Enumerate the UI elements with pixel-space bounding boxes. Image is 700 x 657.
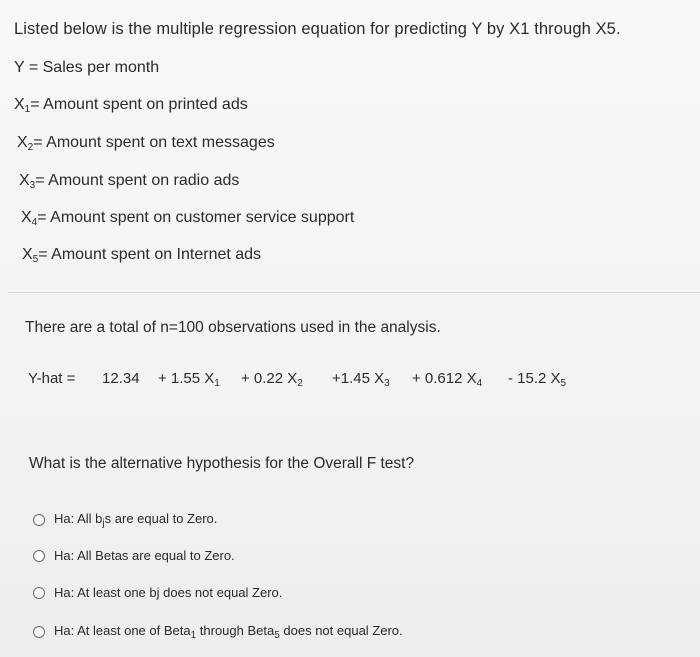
option-3[interactable] [33,585,282,600]
option-text-end: s are equal to Zero. [104,511,218,526]
definition-equals: = [33,134,47,151]
term-subscript: 1 [214,378,220,389]
option-1[interactable] [33,511,217,529]
equation-term-5 [508,370,566,389]
option-text-mid: through Beta [196,623,275,638]
definition-subscript: 4 [31,217,38,228]
term-subscript: 4 [476,378,483,389]
option-subscript-2: 5 [274,630,280,641]
definition-equals: = [24,59,43,76]
definition-var: X [21,209,32,226]
definition-x2 [17,134,275,153]
option-label [54,623,403,641]
definition-x3 [19,172,239,191]
definition-desc: Amount spent on text messages [46,134,275,151]
option-label [54,511,217,529]
term-subscript: 3 [384,378,390,389]
definition-subscript: 5 [32,254,39,265]
definition-desc: Amount spent on radio ads [48,172,240,189]
option-text: Ha: All b [54,511,103,526]
equation-term-3 [332,370,390,389]
equation-intercept: 12.34 [102,370,140,387]
definition-var: X [14,96,25,113]
term-coef: +1.45 X [332,370,385,387]
equation-label: Y-hat = [28,370,76,387]
definition-subscript: 3 [29,180,36,191]
intro-text: Listed below is the multiple regression equation for predicting Y by X1 through X5. [14,20,621,38]
option-4[interactable] [33,623,403,641]
definition-var: X [19,172,30,189]
definition-equals: = [38,246,52,263]
option-2[interactable] [33,548,235,563]
question-text: What is the alternative hypothesis for the Overall F test? [29,455,415,472]
option-subscript: 1 [190,630,197,641]
equation-term-4 [412,370,482,389]
definition-var: X [17,134,28,151]
option-label: Ha: At least one bj does not equal Zero. [54,585,283,600]
radio-button[interactable] [33,587,45,599]
definition-x4 [21,209,354,228]
equation-term-2 [241,370,303,389]
definition-equals: = [30,96,44,113]
option-label: Ha: All Betas are equal to Zero. [54,548,235,563]
option-subscript: j [102,518,105,529]
term-subscript: 2 [297,378,303,389]
definition-subscript: 1 [24,104,31,115]
term-coef: + 0.612 X [412,370,477,387]
definition-x5 [22,246,261,265]
observations-text: There are a total of n=100 observations used in the analysis. [25,319,441,336]
definition-desc: Amount spent on printed ads [43,96,248,113]
option-text-end: does not equal Zero. [279,623,403,638]
definition-desc: Sales per month [42,59,160,76]
section-divider [8,292,700,293]
definition-var: Y [14,59,25,76]
definition-equals: = [35,172,49,189]
radio-button[interactable] [33,514,45,526]
definition-desc: Amount spent on customer service support [50,209,355,226]
term-subscript: 5 [560,378,567,389]
equation-term-1 [158,370,220,389]
definition-x1 [14,96,248,115]
definition-y [14,59,159,77]
option-text: Ha: At least one of Beta [54,623,191,638]
definition-var: X [22,246,33,263]
term-coef: + 1.55 X [158,370,215,387]
definition-subscript: 2 [27,142,34,153]
radio-button[interactable] [33,550,45,562]
definition-desc: Amount spent on Internet ads [51,246,262,263]
term-coef: - 15.2 X [508,370,561,387]
radio-button[interactable] [33,626,45,638]
definition-equals: = [37,209,51,226]
term-coef: + 0.22 X [241,370,298,387]
